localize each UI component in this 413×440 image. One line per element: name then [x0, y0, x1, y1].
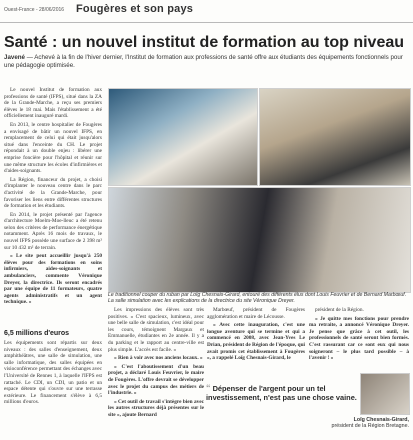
- col1-paragraph: En 2014, le projet présenté par l'agence d'architecture Moelm-Moe-lleuc a été retenu selon des critères de performance énergétique notamment. Après 16 mois de travaux, le nouvel IFPS possède une surface de 2 398 m² sur 10 432 m² de terrain.: [4, 211, 102, 251]
- article-lead: [4, 54, 408, 70]
- article-title: Santé : un nouvel institut de formation au top niveau: [4, 34, 405, 51]
- col1-paragraph: Le nouvel Institut de formation aux professions de santé (IFPS), situé dans la ZA de la Grande-Marche, a reçu ses premiers élèves le 18 mai. Mais l'établissement a été officiellement inauguré mardi.: [4, 87, 102, 120]
- pull-quote-text: Dépenser de l'argent pour un tel investissement, n'est pas une chose vaine.: [206, 384, 357, 402]
- col2-paragraph: « Cet outil de travail s'intègre bien avec les autres structures déjà présentes sur le site », ajoute Bernard: [108, 398, 204, 418]
- quote-mark-icon: “: [206, 383, 211, 393]
- column-4: [309, 307, 409, 364]
- lead-place: Javené: [4, 54, 25, 61]
- section-title: Fougères et son pays: [76, 3, 194, 15]
- column-1-bottom: Les équipements sont répartis sur deux niveaux : des salles d'enseignement, deux amphithéâtres, une salle de simulation, une salle informatique, des salles équipées en visioconférence permettant des échanges avec l'Université de Rennes 1, à laquelle l'IFPS est rattaché. Le CDI, un CDI, un patio et un espace détente qui s'ouvre sur une terrasse extérieure. Le financement s'élève à 6,5 millions d'euros.: [4, 340, 102, 406]
- col1-bold-quote: « Le site peut accueillir jusqu'à 250 élèves pour des formations en soins infirmiers, aides-soignants et ambulanciers, commente Véronique Dreyer, la directrice. Ils seront encadrés par une équipe de 11 formateurs, quatre agents administratifs et un agent technique. »: [4, 253, 102, 306]
- subheading: 6,5 millions d'euros: [4, 330, 70, 337]
- photo-simulation-room: [108, 187, 411, 293]
- pull-quote: [206, 384, 376, 402]
- column-1: [4, 87, 102, 308]
- quote-attribution: [305, 417, 409, 430]
- quote-role: président de la Région Bretagne.: [331, 423, 409, 430]
- column-3: [207, 307, 305, 364]
- col1-paragraph: La Région, financeur du projet, a choisi d'implanter le nouveau centre dans le parc d'activité de la Grande-Marche, pour favoriser les liens entre différentes structures de formation et les étudiants.: [4, 176, 102, 210]
- column-2: [108, 307, 204, 421]
- photo-caption: Le traditionnel couper du ruban par Loïg Chesnais-Girard, entouré des différents élus dont Louis Feuvrier et de Bernard Marbœuf. La salle simulation avec les explications de la directrice du site Véronique Dreyer.: [108, 292, 407, 305]
- page-header: [0, 0, 413, 23]
- col3-paragraph: « Avec cette inauguration, c'est une longue aventure qui se termine et qui a commencé en 2008, avec Jean-Yves Le Drian, président de Région de l'époque, qui avait promis cet établissement à Fougères », a rappelé Loïg Chesnais-Girard, le: [207, 322, 306, 362]
- photo-building: [108, 88, 258, 186]
- lead-text: — Achevé à la fin de l'hiver dernier, l'Institut de formation aux professions de santé offre aux étudiants des équipements fonctionnels pour une pédagogie optimisée.: [4, 54, 403, 69]
- col2-paragraph: « C'est l'aboutissement d'un beau projet, a déclaré Louis Feuvrier, le maire de Fougères. L'offre devrait se développer avec le projet du campus des métiers de l'industrie. »: [108, 363, 204, 397]
- photo-ribbon-cutting: [259, 88, 411, 186]
- col1-paragraph: En 2013, le centre hospitalier de Fougères a envisagé de bâtir un nouvel IFPS, en remplacement de celui qui était jusqu'alors situé dans l'enceinte du CH. Le projet répondait à un double enjeu : libérer une emprise foncière pour l'hôpital et réunir sur une même structure les écoles d'infirmières et d'aides-soignants.: [4, 121, 102, 175]
- col4-paragraph: « Je quitte mes fonctions pour prendre ma retraite, a annoncé Véronique Dreyer. Je pense que grâce à cet outil, les professionnels de santé seront bien formés. C'est rassurant car ce sont eux qui nous soigneront – le plus tard possible – à l'avenir ! »: [309, 315, 409, 362]
- col3-paragraph: Marbœuf, président de Fougères agglomération et maire de Lécousse.: [207, 307, 305, 320]
- col4-paragraph: président de la Région.: [315, 307, 364, 313]
- col2-paragraph: « Rien à voir avec nos anciens locaux. »: [114, 355, 203, 362]
- newspaper-source: Ouest-France - 28/06/2016: [4, 7, 65, 13]
- quote-author: Loïg Chesnais-Girard,: [353, 417, 409, 423]
- col2-paragraph: Les impressions des élèves sont très positives. « C'est spacieux, lumineux, avec une belle salle de simulation, c'est idéal pour les cours, témoignent Margaux et Emmanuelle, étudiantes en 2e année. Il y a du parking et le rapport au centre-ville est plus simple. L'accès est facile. »: [108, 307, 204, 353]
